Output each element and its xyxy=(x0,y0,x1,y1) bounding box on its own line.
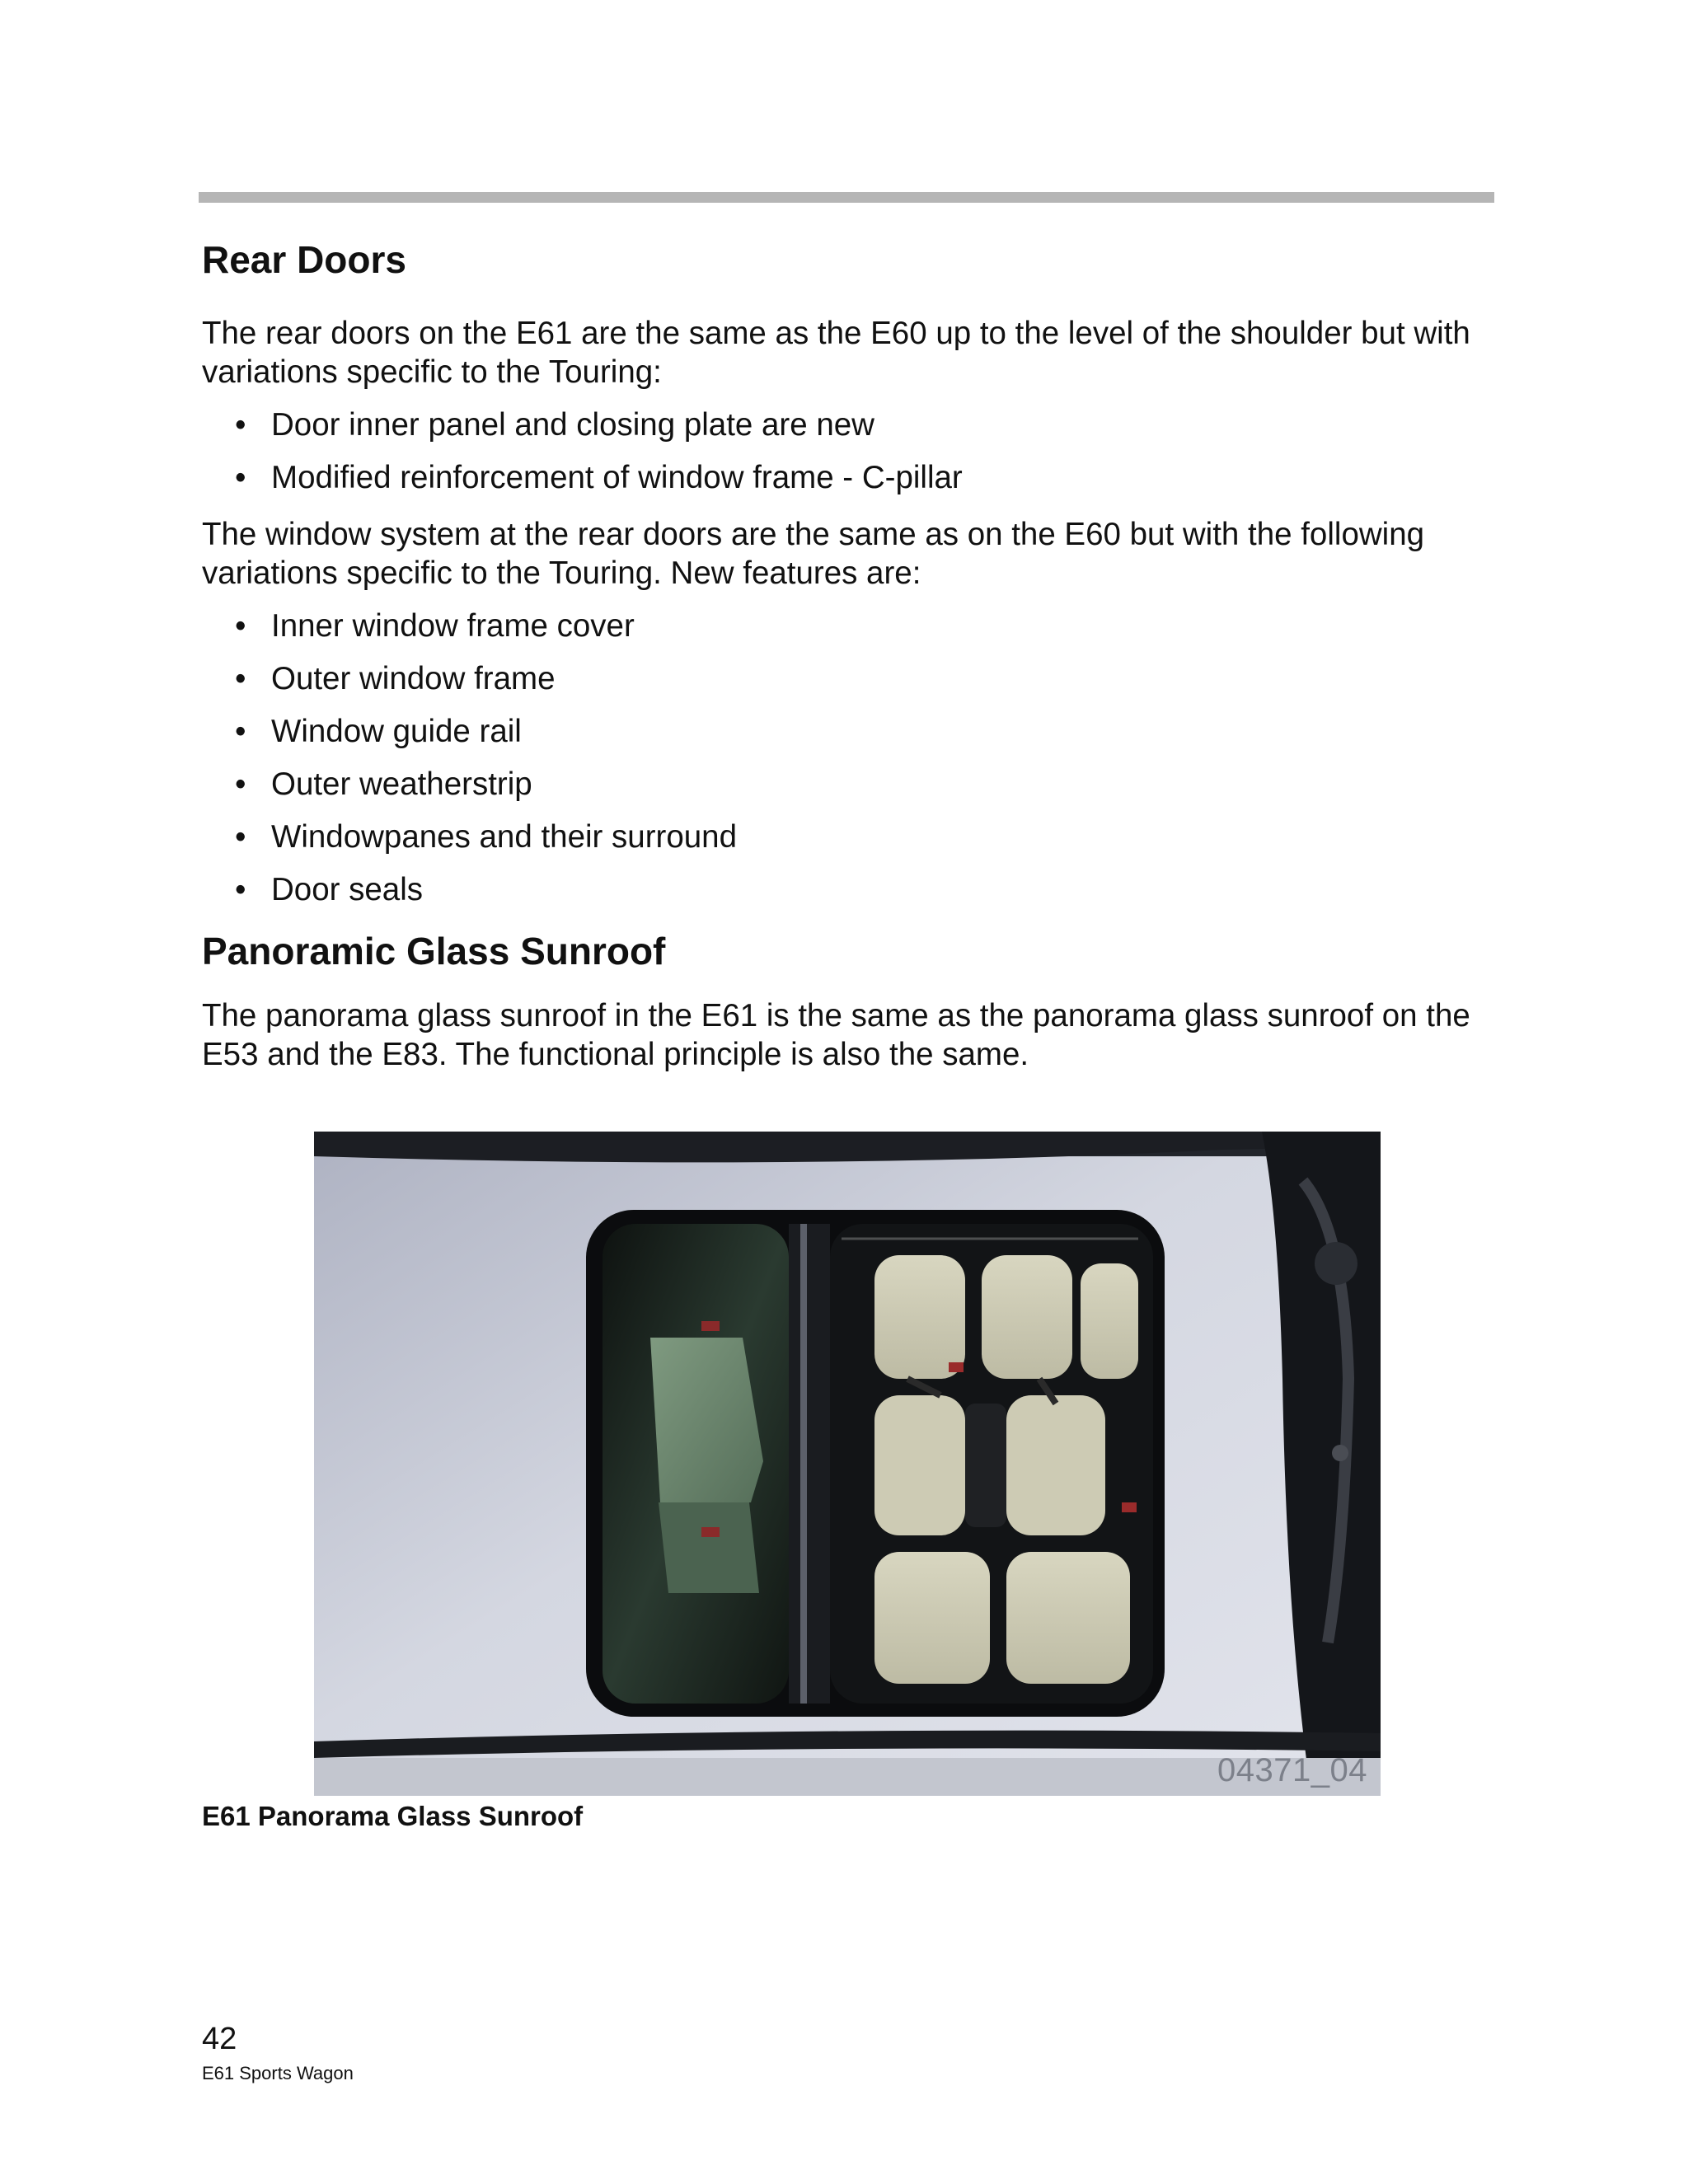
section-title-rear-doors: Rear Doors xyxy=(202,238,406,281)
page-number: 42 xyxy=(202,2022,237,2056)
list-item: • Outer weatherstrip xyxy=(202,765,1496,804)
list-item: • Door seals xyxy=(202,870,1496,909)
rear-doors-bullets xyxy=(202,405,1496,497)
header-rule xyxy=(199,192,1494,203)
document-body xyxy=(202,235,1496,1074)
list-item: • Windowpanes and their surround xyxy=(202,818,1496,856)
footer-title: E61 Sports Wagon xyxy=(202,2063,354,2083)
list-item: • Outer window frame xyxy=(202,659,1496,698)
sunroof-intro: The panorama glass sunroof in the E61 is the same as the panorama glass sunroof on the E53 and the E83. The functional principle is also the same. xyxy=(202,998,1470,1072)
sunroof-photo xyxy=(314,1132,1381,1796)
rear-doors-intro: The rear doors on the E61 are the same as the E60 up to the level of the shoulder but with variations specific to the Touring: xyxy=(202,316,1470,390)
figure-code: 04371_04 xyxy=(1217,1752,1367,1788)
figure-caption: E61 Panorama Glass Sunroof xyxy=(202,1801,584,1831)
section-title-panoramic-sunroof: Panoramic Glass Sunroof xyxy=(202,930,666,972)
list-item: • Door inner panel and closing plate are new xyxy=(202,405,1496,444)
window-system-paragraph: The window system at the rear doors are the same as on the E60 but with the following variations specific to the Touring. New features are: xyxy=(202,517,1425,591)
list-item: • Window guide rail xyxy=(202,712,1496,751)
list-item: • Inner window frame cover xyxy=(202,607,1496,645)
sunroof-illustration xyxy=(314,1132,1381,1796)
list-item: • Modified reinforcement of window frame - C-pillar xyxy=(202,458,1496,497)
window-features-bullets xyxy=(202,607,1496,909)
